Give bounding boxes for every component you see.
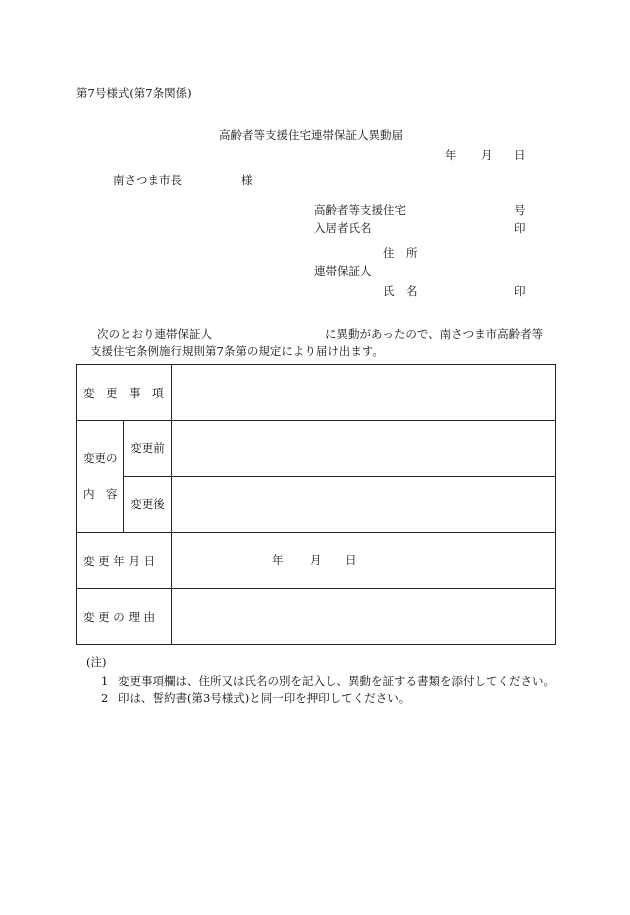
- guarantor-name-label: 氏 名: [383, 284, 418, 298]
- addressee-honorific: 様: [241, 173, 253, 187]
- change-date-input[interactable]: [172, 533, 556, 589]
- change-item-label: 変 更 事 項: [83, 385, 164, 400]
- before-label-cell: [124, 421, 172, 477]
- note2-number: 2: [101, 691, 109, 705]
- row-change-date: [77, 533, 556, 589]
- addressee-mayor: 南さつま市長: [113, 173, 182, 187]
- after-label: 変更後: [130, 496, 165, 511]
- change-item-label-cell: [77, 365, 172, 421]
- body-line1-end: に異動があったので、南さつま市高齢者等: [325, 327, 544, 341]
- note2-text: 印は、誓約書(第3号様式)と同一印を押印してください。: [118, 691, 411, 705]
- change-date-year: 年: [272, 553, 284, 567]
- change-date-label: 変 更 年 月 日: [83, 553, 156, 568]
- change-content-label-top: 変更の: [83, 451, 118, 465]
- row-change-before: [77, 421, 556, 477]
- address-label: 住 所: [383, 246, 418, 260]
- housing-label: 高齢者等支援住宅: [314, 203, 406, 217]
- change-reason-input[interactable]: [172, 589, 556, 645]
- change-date-month: 月: [310, 553, 322, 567]
- before-label: 変更前: [130, 440, 165, 455]
- number-suffix: 号: [514, 203, 526, 217]
- change-date-day: 日: [345, 553, 357, 567]
- notes-heading: (注): [86, 655, 107, 669]
- note1-number: 1: [101, 674, 109, 688]
- change-content-label-cell: [77, 421, 124, 533]
- change-item-input[interactable]: [172, 365, 556, 421]
- change-reason-label: 変 更 の 理 由: [83, 609, 156, 624]
- date-day-label: 日: [514, 148, 526, 162]
- after-label-cell: [124, 477, 172, 533]
- document-title: 高齢者等支援住宅連帯保証人異動届: [219, 128, 403, 142]
- note1-text: 変更事項欄は、住所又は氏名の別を記入し、異動を証する書類を添付してください。: [118, 674, 555, 688]
- row-change-reason: [77, 589, 556, 645]
- form-number: 第7号様式(第7条関係): [76, 86, 192, 100]
- body-line1-start: 次のとおり連帯保証人: [97, 327, 212, 341]
- change-date-label-cell: [77, 533, 172, 589]
- row-change-after: [77, 477, 556, 533]
- after-input[interactable]: [172, 477, 556, 533]
- before-input[interactable]: [172, 421, 556, 477]
- guarantor-label: 連帯保証人: [314, 264, 372, 278]
- change-reason-label-cell: [77, 589, 172, 645]
- change-content-label-bottom: 内 容: [83, 486, 118, 501]
- date-year-label: 年: [445, 148, 457, 162]
- date-month-label: 月: [481, 148, 493, 162]
- seal-mark-guarantor: 印: [514, 284, 526, 298]
- body-line2: 支援住宅条例施行規則第7条第の規定により届け出ます。: [90, 344, 384, 358]
- change-form-table: [76, 364, 556, 645]
- seal-mark-resident: 印: [514, 221, 526, 235]
- resident-name-label: 入居者氏名: [314, 221, 372, 235]
- row-change-item: [77, 365, 556, 421]
